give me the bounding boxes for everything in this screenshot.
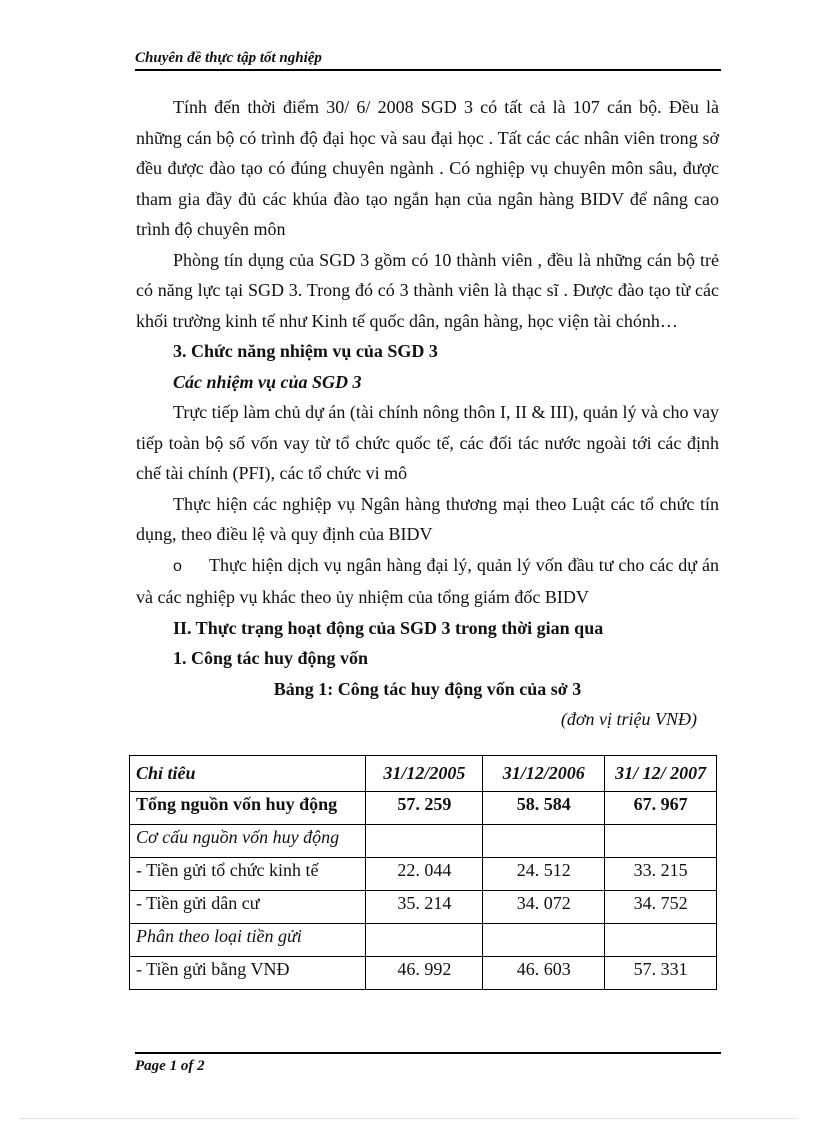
- table-header-cell: Chỉ tiêu: [130, 756, 366, 792]
- table-cell: 24. 512: [483, 858, 605, 891]
- section-3-subheading: Các nhiệm vụ của SGD 3: [173, 371, 362, 392]
- table-cell: 67. 967: [605, 792, 717, 825]
- table-cell: 57. 259: [366, 792, 483, 825]
- table-cell-label: Tổng nguồn vốn huy động: [130, 792, 366, 825]
- table-cell-label: - Tiền gửi bằng VNĐ: [130, 957, 366, 990]
- table-cell: 34. 072: [483, 891, 605, 924]
- table-row: [130, 792, 717, 825]
- section-3-heading: 3. Chức năng nhiệm vụ của SGD 3: [173, 341, 438, 361]
- table-cell: 57. 331: [605, 957, 717, 990]
- table-cell: [605, 924, 717, 957]
- table-row: [130, 858, 717, 891]
- table-row: [130, 924, 717, 957]
- table-cell: 46. 603: [483, 957, 605, 990]
- paragraph-credit-dept: Phòng tín dụng của SGD 3 gồm có 10 thành viên , đều là những cán bộ trẻ có năng lực tại SGD 3. Trong đó có 3 thành viên là thạc sĩ . Được đào tạo từ các khối trường kinh tế như Kinh tế quốc dân, ngân hàng, học viện tài chónh…: [136, 249, 719, 331]
- table-cell-label: - Tiền gửi dân cư: [130, 891, 366, 924]
- section-II-subheading: 1. Công tác huy động vốn: [173, 648, 369, 668]
- paragraph-tasks-1: Trực tiếp làm chủ dự án (tài chính nông thôn I, II & III), quản lý và cho vay tiếp toàn bộ số vốn vay từ tổ chức quốc tế, các đối tác nước ngoài tới các định chế tài chính (PFI), các tổ chức vi mô: [136, 402, 719, 483]
- table-header-cell: 31/12/2006: [483, 756, 605, 792]
- capital-table: [129, 755, 717, 990]
- table-cell-label: Cơ cấu nguồn vốn huy động: [130, 825, 366, 858]
- bullet-mark: o: [173, 557, 182, 575]
- page-header: Chuyên đề thực tập tốt nghiệp: [135, 50, 721, 71]
- table-cell: 35. 214: [366, 891, 483, 924]
- bullet-text: Thực hiện dịch vụ ngân hàng đại lý, quản lý vốn đầu tư cho các dự án và các nghiệp vụ khác theo ủy nhiệm của tổng giám đốc BIDV: [136, 554, 719, 607]
- table-cell: 33. 215: [605, 858, 717, 891]
- section-II-heading: II. Thực trạng hoạt động của SGD 3 trong thời gian qua: [173, 617, 604, 638]
- table-cell: 46. 992: [366, 957, 483, 990]
- table-row: [130, 957, 717, 990]
- table-cell: 58. 584: [483, 792, 605, 825]
- table-cell: [366, 825, 483, 858]
- table-header-row: [130, 756, 717, 792]
- table-cell: 34. 752: [605, 891, 717, 924]
- table-row: [130, 891, 717, 924]
- table-cell: [483, 924, 605, 957]
- table-cell-label: - Tiền gửi tổ chức kinh tế: [130, 858, 366, 891]
- table-cell: 22. 044: [366, 858, 483, 891]
- page-boundary-divider: [20, 1118, 796, 1119]
- paragraph-tasks-2: Thực hiện các nghiệp vụ Ngân hàng thương mại theo Luật các tổ chức tín dụng, theo điều lệ và quy định của BIDV: [136, 493, 719, 544]
- table-header-cell: 31/12/2005: [366, 756, 483, 792]
- table-caption: Bảng 1: Công tác huy động vốn của sở 3: [273, 678, 582, 699]
- page-footer: Page 1 of 2: [135, 1052, 721, 1075]
- paragraph-staff: Tính đến thời điểm 30/ 6/ 2008 SGD 3 có tất cả là 107 cán bộ. Đều là những cán bộ có trình độ đại học và sau đại học . Tất các các nhân viên trong sở đều được đào tạo có đúng chuyên ngành . Có nghiệp vụ chuyên môn sâu, được tham gia đầy đủ các khúa đào tạo ngắn hạn của ngân hàng BIDV để nâng cao trình độ chuyên môn: [136, 97, 719, 239]
- table-header-cell: 31/ 12/ 2007: [605, 756, 717, 792]
- bullet-item: [136, 550, 719, 613]
- table-cell: [483, 825, 605, 858]
- table-row: [130, 825, 717, 858]
- table-cell: [605, 825, 717, 858]
- document-body: [136, 92, 719, 735]
- table-unit: (đơn vị triệu VNĐ): [560, 709, 697, 729]
- table-cell-label: Phân theo loại tiền gửi: [130, 924, 366, 957]
- table-cell: [366, 924, 483, 957]
